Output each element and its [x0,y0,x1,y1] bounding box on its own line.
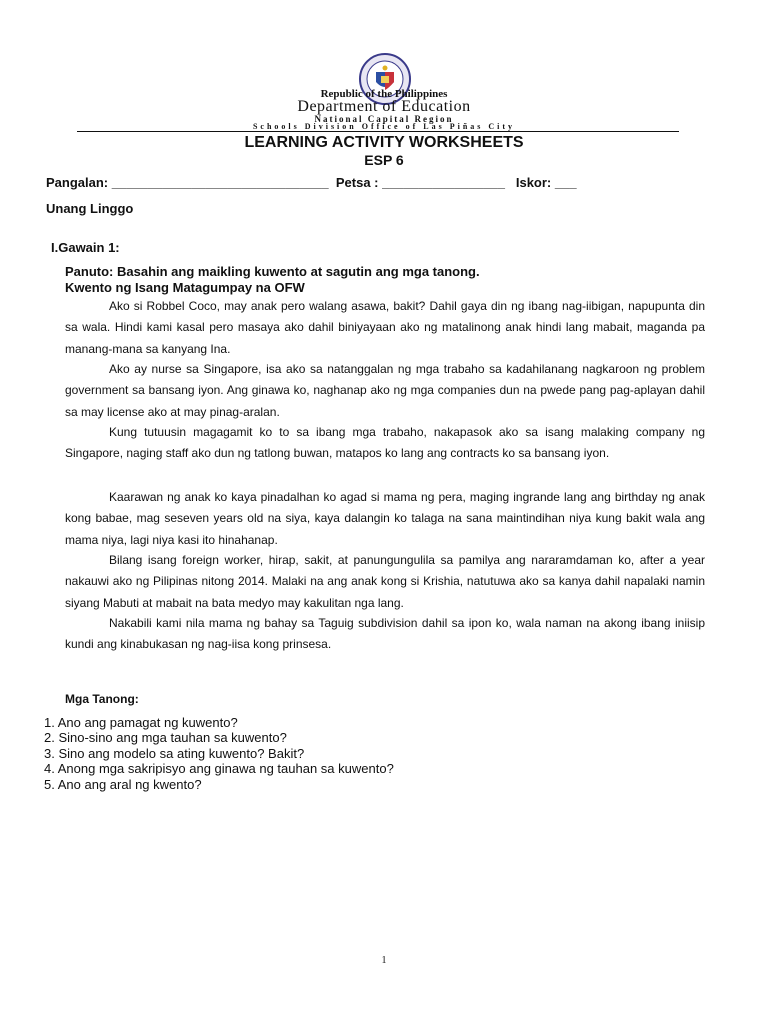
question-item: 5. Ano ang aral ng kwento? [44,776,202,792]
story-paragraph: Ako si Robbel Coco, may anak pero walang asawa, bakit? Dahil gaya din ng ibang nag-iibigan, napupunta din sa wala. Hindi kami kasal pero masaya ako dahil biniyayaan ako ng matalinong anak hindi lang mabait, maganda pa manang-mana sa kanyang Ina. [65,299,705,356]
question-item: 1. Ano ang pamagat ng kuwento? [44,715,238,730]
header-republic: Republic of the Philippines [320,88,448,100]
header-region: National Capital Region [314,114,454,124]
story-paragraph: Ako ay nurse sa Singapore, isa ako sa natanggalan ng mga trabaho sa kadahilanang nagkaroon ng problem government sa bansang iyon. Ang ginawa ko, naghanap ako ng mga companies dun na pwede pang pag-aplayan dahil sa may license ako at may pinag-aralan. [65,362,705,419]
questions-heading: Mga Tanong: [65,692,139,706]
header-division: Schools Division Office of Las Piñas City [252,122,516,131]
story-paragraph: Kung tutuusin magagamit ko to sa ibang mga trabaho, nakapasok ako sa isang malaking company ng Singapore, naging staff ako dun ng tatlong buwan, matapos ko lang ang contracts ko sa bansang iyon. [65,425,705,461]
story-paragraph: Nakabili kami nila mama ng bahay sa Taguig subdivision dahil sa ipon ko, wala naman na akong ibang iniisip kundi ang kinabukasan ng nag-iisa kong prinsesa. [65,616,705,652]
story-title: Kwento ng Isang Matagumpay na OFW [65,280,305,295]
story-paragraph: Bilang isang foreign worker, hirap, sakit, at panungungulila sa pamilya ang nararamdaman ko, after a year nakauwi ako ng Pilipinas nitong 2014. Malaki na ang anak kong si Krishia, natutuwa ako sa kanya dahil napalaki namin siyang Mabuti at mabait na bata medyo may kakulitan nga lang. [65,553,705,610]
worksheet-title: LEARNING ACTIVITY WORKSHEETS [244,134,524,151]
header-divider [77,131,679,132]
questions-list [44,715,394,792]
worksheet-subject: ESP 6 [364,152,404,168]
header-department: Department of Education [297,98,471,115]
question-item: 3. Sino ang modelo sa ating kuwento? Bakit? [44,745,305,761]
week-label: Unang Linggo [46,201,134,216]
question-item: 2. Sino-sino ang mga tauhan sa kuwento? [44,730,287,746]
story-paragraph: Kaarawan ng anak ko kaya pinadalhan ko agad si mama ng pera, maging ingrande lang ang birthday ng anak kong babae, mag seseven years old na siya, kaya dalangin ko talaga na sana maintindihan niya kung bakit wala ang mama niya, lagi niya kasi ito hinahanap. [65,490,705,547]
activity-label: I.Gawain 1: [51,240,120,255]
instructions: Panuto: Basahin ang maikling kuwento at sagutin ang mga tanong. [65,264,480,279]
question-item: 4. Anong mga sakripisyo ang ginawa ng tauhan sa kuwento? [44,761,394,777]
student-info-line: Pangalan: ______________________________ Petsa : _________________ Iskor: ___ [46,175,577,190]
page-number: 1 [381,955,387,966]
